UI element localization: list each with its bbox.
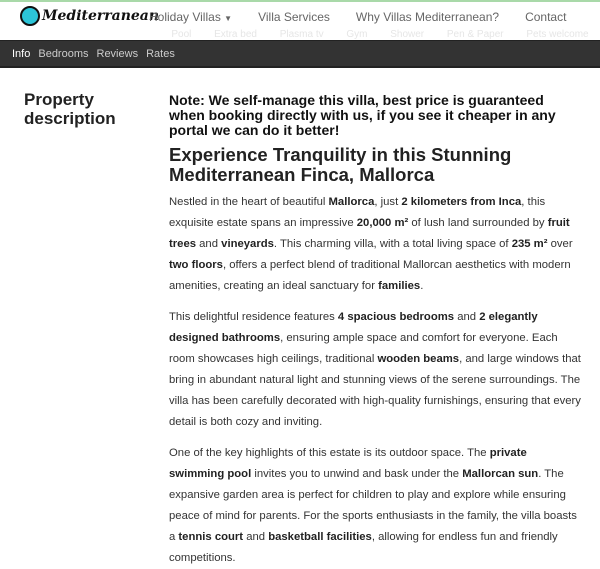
text-segment: . bbox=[420, 280, 424, 292]
amenity-label: Pen & Paper bbox=[446, 28, 504, 40]
logo[interactable] bbox=[20, 4, 159, 28]
booking-note: Note: We self-manage this villa, best price is guaranteed when booking directly with us, if you see it cheaper in any portal we can do it better! bbox=[169, 92, 556, 138]
paragraph bbox=[169, 192, 581, 297]
highlight-text: basketball facilities bbox=[268, 531, 372, 543]
section-title: Property description bbox=[24, 90, 116, 128]
paragraph bbox=[169, 307, 581, 433]
amenity-label: Shower bbox=[390, 28, 425, 40]
tab-bedrooms[interactable]: Bedrooms bbox=[38, 47, 89, 60]
site-header bbox=[0, 2, 600, 40]
highlight-text: Mallorcan sun bbox=[462, 468, 539, 480]
text-segment: , ensuring ample space and comfort for everyone. Each room showcases high ceilings, traditional bbox=[169, 332, 558, 365]
menu-why-villas[interactable]: Why Villas Mediterranean? bbox=[355, 10, 500, 24]
text-segment: . The expansive garden area is perfect for children to play and explore while ensuring peace of mind for parents. For the sports enthusiasts in the family, the villa boasts a bbox=[169, 468, 577, 543]
highlight-text: tennis court bbox=[178, 531, 244, 543]
amenity-item bbox=[171, 29, 191, 40]
text-segment: This delightful residence features bbox=[169, 311, 338, 323]
highlight-text: 20,000 m² bbox=[356, 217, 409, 229]
amenity-item bbox=[526, 29, 588, 40]
amenity-item bbox=[447, 29, 504, 40]
text-segment: and bbox=[454, 311, 480, 323]
highlight-text: families bbox=[378, 280, 421, 292]
menu-holiday-villas[interactable] bbox=[149, 10, 232, 26]
text-segment: , just bbox=[374, 196, 402, 208]
text-segment: and bbox=[243, 531, 269, 543]
property-description bbox=[169, 93, 581, 569]
menu-villa-services[interactable]: Villa Services bbox=[258, 10, 330, 24]
text-segment: invites you to unwind and bask under the bbox=[251, 468, 463, 480]
text-segment: Nestled in the heart of beautiful bbox=[169, 196, 329, 208]
amenity-label: Gym bbox=[346, 28, 368, 40]
tab-rates[interactable]: Rates bbox=[146, 47, 175, 60]
text-segment: . This charming villa, with a total living space of bbox=[273, 238, 512, 250]
amenity-label: Extra bed bbox=[214, 28, 257, 40]
menu-label: Holiday Villas bbox=[149, 10, 221, 24]
tab-info[interactable]: Info bbox=[12, 47, 31, 60]
paragraph bbox=[169, 443, 581, 569]
text-segment: of lush land surrounded by bbox=[408, 217, 548, 229]
caret-down-icon: ▼ bbox=[224, 14, 233, 23]
highlight-text: 235 m² bbox=[511, 238, 548, 250]
highlight-text: two floors bbox=[169, 259, 223, 271]
text-segment: One of the key highlights of this estate is its outdoor space. The bbox=[169, 447, 490, 459]
highlight-text: 4 spacious bedrooms bbox=[337, 311, 455, 323]
tab-reviews[interactable]: Reviews bbox=[96, 47, 139, 60]
menu-contact[interactable]: Contact bbox=[525, 10, 567, 24]
highlight-text: private swimming pool bbox=[169, 447, 527, 480]
highlight-text: fruit trees bbox=[169, 217, 570, 250]
text-segment: over bbox=[547, 238, 573, 250]
text-segment: , offers a perfect blend of traditional Mallorcan aesthetics with modern amenities, creating an ideal sanctuary for bbox=[169, 259, 571, 292]
property-subnav bbox=[0, 40, 600, 68]
highlight-text: 2 kilometers from Inca bbox=[401, 196, 522, 208]
amenity-item bbox=[214, 29, 257, 40]
text-segment: , allowing for endless fun and friendly competitions. bbox=[169, 531, 558, 564]
text-segment: , this exquisite estate spans an impressive bbox=[169, 196, 546, 229]
logo-text: Mediterranean bbox=[42, 8, 160, 24]
amenity-label: Pool bbox=[171, 28, 192, 40]
text-segment: , and large windows that bring in abundant natural light and stunning views of the serene surroundings. The villa has been carefully decorated with high-quality furnishings, ensuring that every detail is both cozy and inviting. bbox=[169, 353, 581, 428]
main-menu bbox=[149, 10, 592, 26]
amenity-item bbox=[280, 29, 324, 40]
highlight-text: vineyards bbox=[221, 238, 274, 250]
highlight-text: Mallorca bbox=[328, 196, 375, 208]
description-body bbox=[169, 192, 581, 569]
amenity-item bbox=[390, 29, 424, 40]
property-title: Experience Tranquility in this Stunning Mediterranean Finca, Mallorca bbox=[169, 144, 512, 185]
amenity-label: Plasma tv bbox=[279, 28, 324, 40]
amenity-item bbox=[346, 29, 367, 40]
text-segment: and bbox=[196, 238, 222, 250]
logo-wave-icon bbox=[20, 6, 40, 26]
amenity-background-strip bbox=[160, 29, 600, 40]
highlight-text: 2 elegantly designed bathrooms bbox=[169, 311, 538, 344]
amenity-label: Pets welcome bbox=[526, 28, 589, 40]
highlight-text: wooden beams bbox=[377, 353, 460, 365]
